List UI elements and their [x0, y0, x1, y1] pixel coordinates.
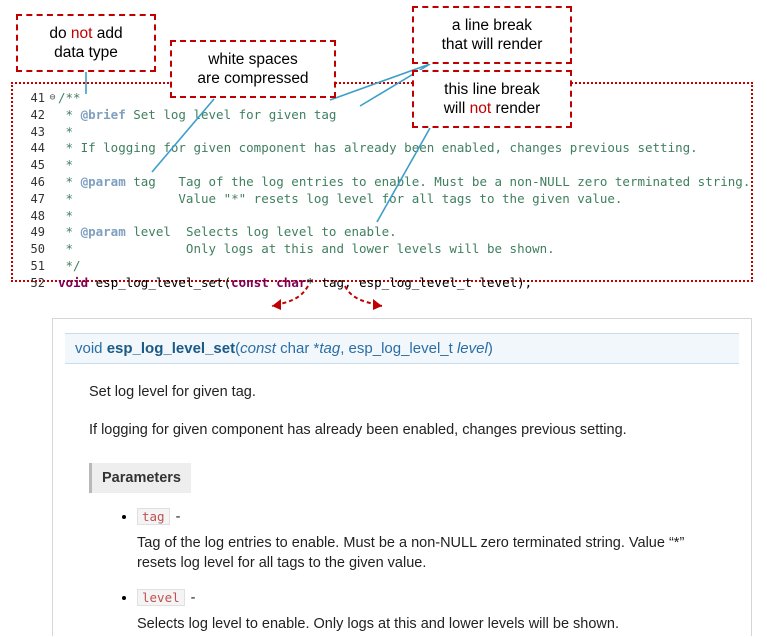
code-line-text: * If logging for given component has already been enabled, changes previous setting. — [58, 140, 698, 156]
callout-line-break-not-rendered — [412, 70, 572, 128]
code-line-number: 48 — [30, 208, 45, 223]
prototype-arg2-type: esp_log_level_t — [344, 340, 457, 357]
callout-line-break-not-rendered-line2 — [422, 99, 562, 118]
parameter-name: tag — [137, 508, 170, 525]
callout-line-break-not-rendered-line1: this line break — [444, 80, 540, 98]
generated-documentation-panel — [52, 318, 752, 636]
code-line — [13, 140, 751, 157]
parameter-description: Selects log level to enable. Only logs at this and lower levels will be shown. — [137, 616, 619, 633]
callout-white-spaces-line2: are compressed — [197, 70, 309, 87]
callout-white-spaces — [170, 40, 336, 98]
code-line-text: * @param level Selects log level to enable. — [58, 224, 397, 240]
parameter-dash: - — [190, 589, 196, 606]
code-line-number: 51 — [30, 258, 45, 273]
prototype-arg1-type: char * — [275, 340, 320, 357]
code-line — [13, 191, 751, 208]
callout-white-spaces-line1: white spaces — [208, 50, 298, 68]
code-line-number: 44 — [30, 141, 45, 156]
code-line — [13, 157, 751, 174]
callout-text: do — [49, 24, 71, 42]
parameter-item — [137, 507, 725, 574]
parameter-dash: - — [175, 508, 181, 525]
callout-no-data-type-line2: data type — [54, 44, 118, 61]
parameter-description: Tag of the log entries to enable. Must be a non-NULL zero terminated string. Value “*” resets log level for all tags to the given value. — [137, 535, 685, 572]
code-line-number: 43 — [30, 124, 45, 139]
code-line — [13, 258, 751, 275]
callout-text: add — [92, 24, 123, 42]
code-line-list — [13, 84, 751, 292]
callout-highlight: not — [469, 100, 492, 117]
callout-no-data-type — [16, 14, 156, 72]
prototype-arg1-qualifier: const — [240, 340, 276, 357]
parameter-list — [89, 507, 725, 634]
prototype-arg2-name: level — [456, 340, 488, 357]
prototype-function-name: esp_log_level_set — [106, 340, 236, 357]
prototype-paren-close: ) — [487, 340, 493, 357]
parameter-item — [137, 588, 725, 635]
code-line-number: 47 — [30, 191, 45, 206]
code-line — [13, 124, 751, 141]
code-line — [13, 174, 751, 191]
code-line-text: /** — [58, 90, 81, 105]
doc-brief: Set log level for given tag. — [89, 384, 256, 400]
function-prototype — [65, 333, 739, 364]
code-line — [13, 241, 751, 258]
code-line-text: * Value "*" resets log level for all tags to the given value. — [58, 190, 623, 206]
code-line-text: * — [58, 157, 74, 173]
callout-line-break-renders-line1: a line break — [451, 16, 533, 34]
code-line-number: 42 — [30, 107, 45, 122]
callout-text: render — [491, 100, 541, 117]
code-fold-marker[interactable]: ⊖ — [49, 92, 56, 103]
code-line — [13, 107, 751, 124]
parameter-name: level — [137, 589, 185, 606]
documentation-body — [89, 382, 725, 634]
code-line-text: * — [58, 207, 74, 223]
code-line-number: 49 — [30, 225, 45, 240]
callout-text: will — [443, 100, 470, 117]
code-line-text: * Only logs at this and lower levels will be shown. — [58, 241, 555, 257]
code-line — [13, 208, 751, 225]
callout-highlight: not — [70, 24, 93, 42]
code-line — [13, 275, 751, 292]
doc-detail: If logging for given component has already been enabled, changes previous setting. — [89, 422, 627, 439]
callout-no-data-type-line1 — [26, 24, 146, 43]
code-line-number: 52 — [30, 275, 45, 290]
callout-line-break-renders — [412, 6, 572, 64]
code-line-number: 50 — [30, 242, 45, 257]
source-code-panel — [11, 82, 753, 290]
callout-line-break-renders-line2: that will render — [441, 36, 543, 53]
parameters-heading: Parameters — [89, 463, 191, 493]
code-line-text: void esp_log_level_set(const char* tag, esp_log_level_t level); — [58, 274, 533, 290]
prototype-comma: , — [340, 340, 345, 357]
code-line-text: * — [58, 123, 74, 139]
code-line-text: * @param tag Tag of the log entries to enable. Must be a non-NULL zero terminated string. — [58, 173, 751, 189]
code-line-text: * @brief Set log level for given tag — [58, 106, 337, 122]
code-line — [13, 224, 751, 241]
prototype-paren-open: ( — [235, 340, 241, 357]
code-line-number: 41 — [30, 91, 45, 105]
prototype-arg1-name: tag — [319, 340, 341, 357]
code-line-number: 45 — [30, 158, 45, 173]
code-line-text: */ — [58, 257, 81, 273]
code-line — [13, 90, 751, 107]
code-line-number: 46 — [30, 174, 45, 189]
prototype-return-type: void — [75, 340, 103, 357]
